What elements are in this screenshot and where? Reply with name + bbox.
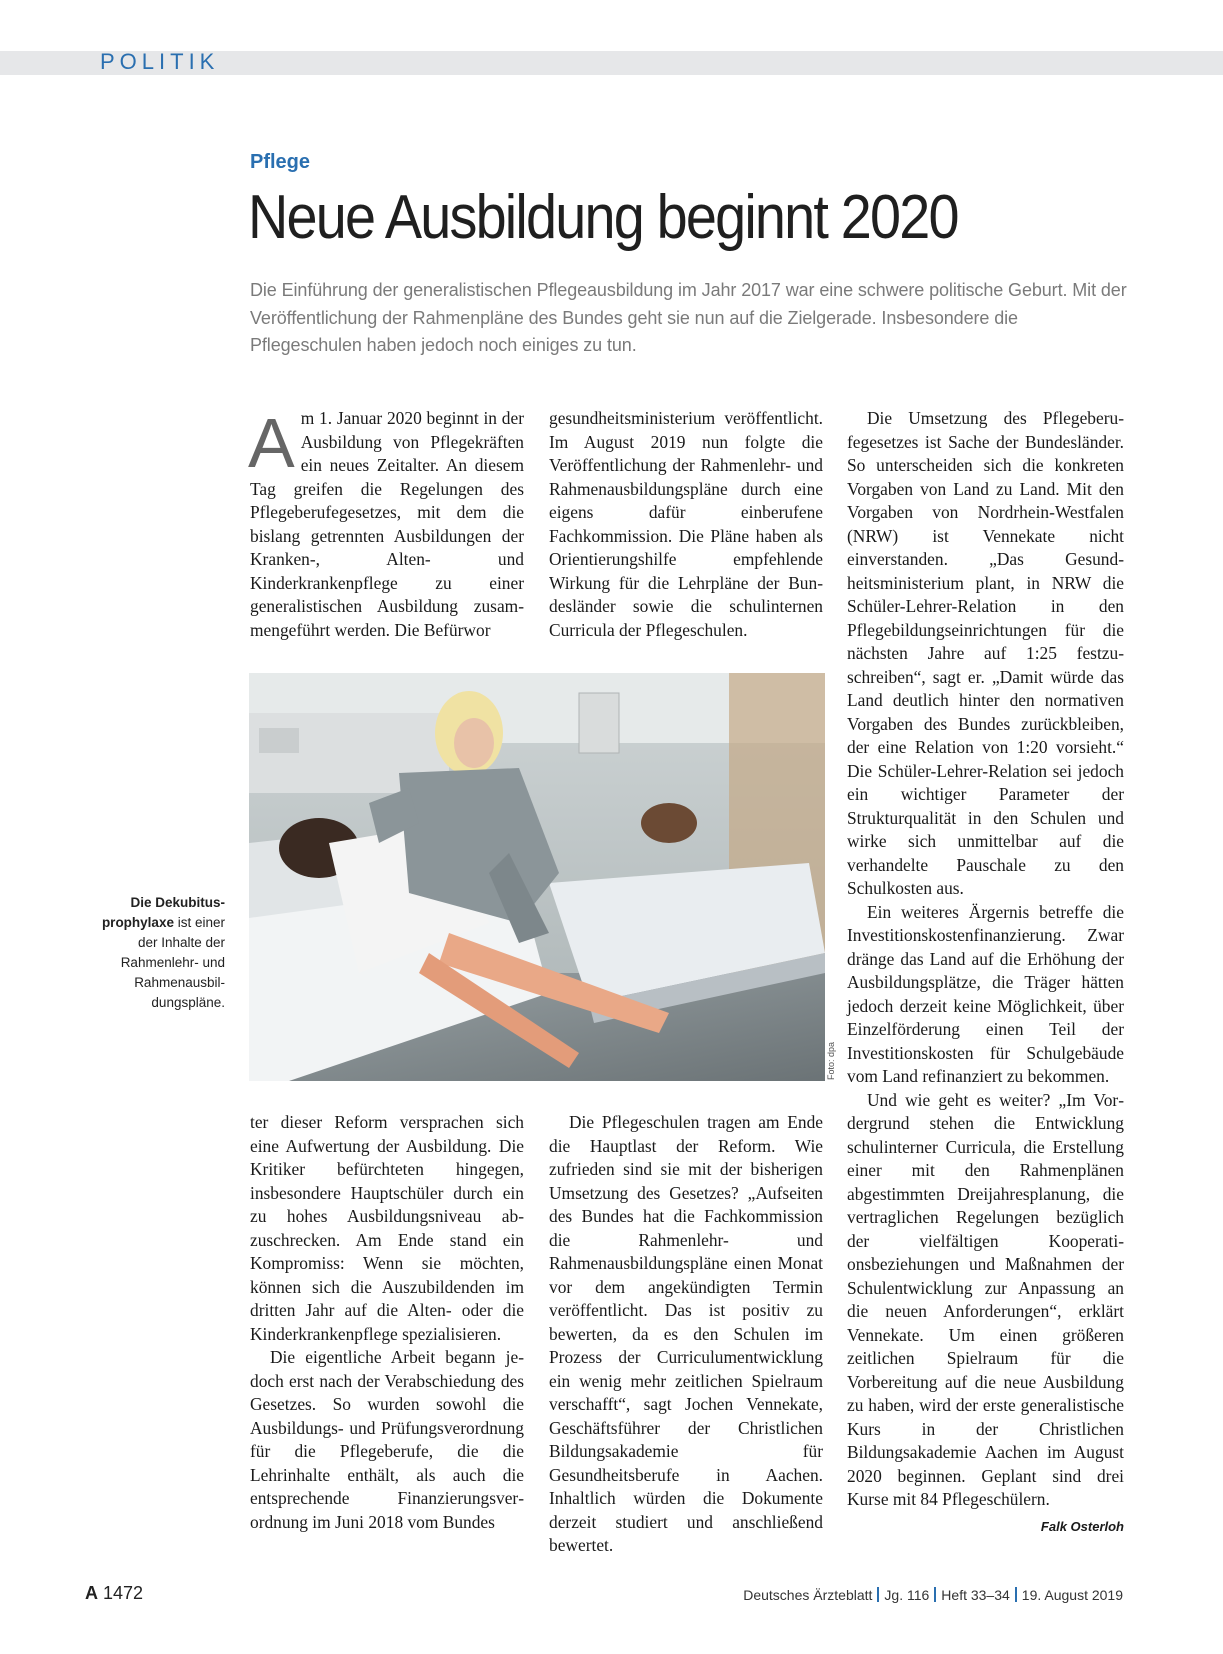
page-number [85,1583,143,1604]
article-kicker: Pflege [250,151,311,173]
journal-date: 19. August 2019 [1021,1587,1123,1603]
author-name: Falk Osterloh [1040,1518,1124,1534]
caption-bold: Die Dekubitusprophylaxe [101,895,225,930]
article-title: Neue Ausbildung beginnt 2020 [248,183,958,252]
article-lead: Die Einführung der generalistischen Pflegeausbildung im Jahr 2017 war eine schwere politische Geburt. Mit der Veröffentlichung der Rahmenpläne des Bundes geht sie nun auf die Zielgerade. Insbesondere die Pflegeschulen haben jedoch noch einiges zu tun. [250,280,1127,355]
col1-bottom-paragraph-1: ter dieser Reform versprachen sich eine Aufwertung der Ausbildung. Die Kritiker befürchteten hingegen, insbesondere Hauptschüler durch ein zu hohes Ausbildungsniveau abzuschrecken. Am Ende stand ein Kompromiss: Wenn sie möchten, können sich die Auszubildenden im dritten Jahr auf die Alten- oder die Kinderkrankenpflege spezialisieren. [250,1112,524,1344]
col3-paragraph-2: Ein weiteres Ärgernis betreffe die Investitionskostenfinanzierung. Zwar dränge das Land auf die Erhöhung der Ausbildungsplätze, die Träger hätten jedoch derzeit keine Möglichkeit, über Einzelförderung einen Teil der Investitionskosten für Schulgebäude vom Land refinanziert zu bekommen. [847,901,1124,1086]
photo-credit: Foto: dpa [826,1041,836,1080]
col1-bottom-paragraph-2: Die eigentliche Arbeit begann jedoch erst nach der Verabschiedung des Gesetzes. So wurden sowohl die Ausbildungs- und Prüfungsverordnung für die Pflegeberufe, die die Lehrinhalte enthält, als auch die entsprechende Finanzierungsverordnung im Juni 2018 vom Bundes [250,1347,524,1532]
col3-paragraph-3: Und wie geht es weiter? „Im Vordergrund stehen die Entwicklung schulinterner Curricula, die Erstellung einer mit den Rahmenplänen abgestimmten Dreijahresplanung, die vertraglichen Regelungen bezüglich der vielfältigen Kooperationsbeziehungen und Maßnahmen der Schulentwicklung zur Anpassung an die neuen Anforderungen“, erklärt Vennekate. Um einen größeren zeitlichen Spielraum für die Vorbereitung auf die neue Ausbildung zu haben, wird der erste generalistische Kurs in der Christlichen Bildungsakademie Aachen im August 2020 beginnen. Geplant sind drei Kurse mit 84 Pflegeschülern. [847,1089,1124,1509]
journal-footer [743,1587,1123,1603]
footer-separator [934,1587,936,1602]
footer-separator [1015,1587,1017,1602]
column-3 [847,407,1124,1538]
column-2-bottom [549,1111,823,1558]
column-1-top [248,404,524,642]
col1-top-text: m 1. Januar 2020 beginnt in der Ausbildung von Pflegekräften ein neues Zeitalter. An diesem Tag greifen die Regelungen des Pflegeberufegesetzes, mit dem die bislang getrennten Ausbildungen der Kranken-, Alten- und Kinderkrankenpflege zu einer generalistischen Ausbildung zusammengeführt werden. Die Befürwor [250,408,524,640]
section-label: POLITIK [100,49,220,74]
journal-name: Deutsches Ärzteblatt [743,1587,873,1603]
col2-bottom-text: Die Pflegeschulen tragen am Ende die Hauptlast der Reform. Wie zufrieden sind sie mit der bisherigen Umsetzung des Gesetzes? „Aufseiten des Bundes hat die Fachkommission die Rahmenlehr- und Rahmenausbildungspläne einen Monat vor dem angekündigten Termin veröffentlicht. Das ist positiv zu bewerten, da es den Schulen im Prozess der Curriculumentwicklung ein wenig mehr zeitlichen Spielraum verschafft“, sagt Jochen Vennekate, Geschäftsführer der Christlichen Bildungsakademie für Gesundheitsberufe in Aachen. Inhaltlich würden die Dokumente derzeit studiert und anschließend bewertet. [549,1112,823,1555]
footer-separator [877,1587,879,1602]
journal-issue: Heft 33–34 [941,1587,1010,1603]
column-1-bottom [250,1111,524,1534]
column-2-top [549,407,823,642]
page-number-value: 1472 [103,1583,144,1603]
nurse-training-photo-icon [249,673,825,1081]
caption-text: ist einer der Inhalte der Rahmenlehr- und Rahmenausbildungspläne. [120,915,225,1010]
col3-paragraph-1: Die Umsetzung des Pflegeberufegesetzes ist Sache der Bundesländer. So unterscheiden sich die konkreten Vorgaben von Land zu Land. Mit den Vorgaben von Nordrhein-Westfalen (NRW) ist Vennekate nicht einverstanden. „Das Gesundheitsministerium plant, in NRW die Schüler-Lehrer-Relation in den Pflegebildungseinrichtungen für die nächsten Jahre auf 1:25 festzuschreiben“, sagt er. „Damit würde das Land deutlich hinter den normativen Vorgaben des Bundes zurückbleiben, der eine Relation von 1:20 vorsieht.“ Die Schüler-Lehrer-Relation sei jedoch ein wichtiger Parameter der Strukturqualität in den Schulen und wirke sich unmittelbar auf die verhandelte Pauschale zu den Schulkosten aus. [847,408,1124,898]
drop-cap: A [248,404,295,482]
page-prefix: A [85,1583,98,1603]
photo-caption [80,893,225,1013]
journal-volume: Jg. 116 [884,1587,930,1603]
article-photo [249,673,825,1081]
col2-top-text: gesundheitsministerium veröffentlicht. Im August 2019 nun folgte die Veröffentlichung der Rahmenlehr- und Rahmenausbildungspläne durch eine eigens dafür einberufene Fachkommission. Die Pläne haben als Orientierungshilfe empfehlende Wirkung für die Lehrpläne der Bundesländer sowie die schulinternen Curricula der Pflegeschulen. [549,408,823,640]
